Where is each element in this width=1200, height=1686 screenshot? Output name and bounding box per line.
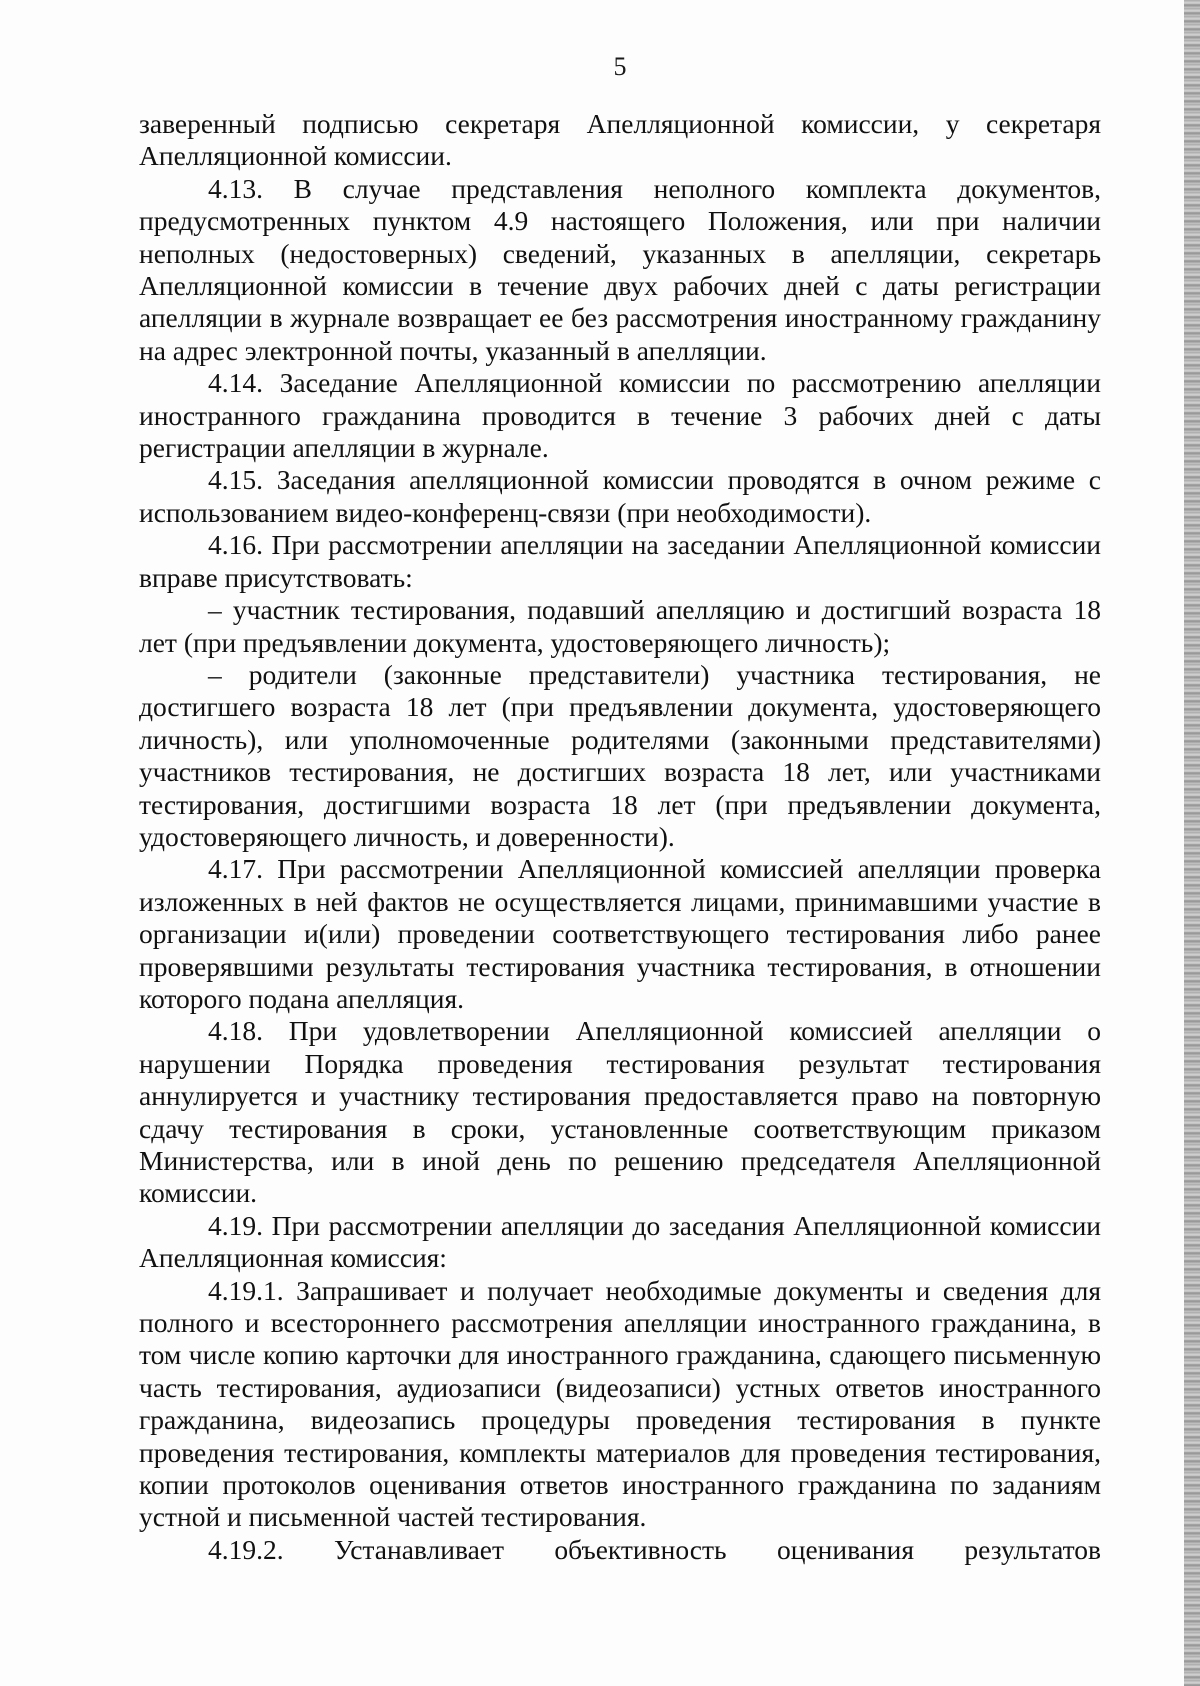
list-item-participant: – участник тестирования, подавший апелляцию и достигший возраста 18 лет (при предъявлении документа, удостоверяющего личность); bbox=[139, 594, 1101, 658]
paragraph-4-19-1: 4.19.1. Запрашивает и получает необходимые документы и сведения для полного и всестороннего рассмотрения апелляции иностранного гражданина, в том числе копию карточки для иностранного гражданина, сдающего письменную часть тестирования, аудиозаписи (видеозаписи) устных ответов иностранного гражданина, видеозапись процедуры проведения тестирования в пункте проведения тестирования, комплекты материалов для проведения тестирования, копии протоколов оценивания ответов иностранного гражданина по заданиям устной и письменной частей тестирования. bbox=[139, 1274, 1101, 1533]
paragraph-4-18: 4.18. При удовлетворении Апелляционной комиссией апелляции о нарушении Порядка проведения тестирования результат тестирования аннулируется и участнику тестирования предоставляется право на повторную сдачу тестирования в сроки, установленные соответствующим приказом Министерства, или в иной день по решению председателя Апелляционной комиссии. bbox=[139, 1015, 1101, 1209]
scan-edge-shadow bbox=[1184, 0, 1200, 1686]
paragraph-continuation: заверенный подписью секретаря Апелляционной комиссии, у секретаря Апелляционной комиссии. bbox=[139, 108, 1101, 172]
paragraph-4-14: 4.14. Заседание Апелляционной комиссии по рассмотрению апелляции иностранного гражданина проводится в течение 3 рабочих дней с даты регистрации апелляции в журнале. bbox=[139, 367, 1101, 464]
paragraph-4-19-2: 4.19.2. Устанавливает объективность оценивания результатов bbox=[208, 1533, 1101, 1565]
list-item-parents: – родители (законные представители) участника тестирования, не достигшего возраста 18 лет (при предъявлении документа, удостоверяющего личность), или уполномоченные родителями (законными представителями) участников тестирования, не достигших возраста 18 лет, или участниками тестирования, достигшими возраста 18 лет (при предъявлении документа, удостоверяющего личность, и доверенности). bbox=[139, 658, 1101, 852]
paragraph-4-16: 4.16. При рассмотрении апелляции на заседании Апелляционной комиссии вправе присутствовать: bbox=[139, 529, 1101, 593]
paragraph-4-13: 4.13. В случае представления неполного комплекта документов, предусмотренных пунктом 4.9 настоящего Положения, или при наличии неполных (недостоверных) сведений, указанных в апелляции, секретарь Апелляционной комиссии в течение двух рабочих дней с даты регистрации апелляции в журнале возвращает ее без рассмотрения иностранному гражданину на адрес электронной почты, указанный в апелляции. bbox=[139, 172, 1101, 366]
document-body bbox=[139, 108, 1101, 1566]
paragraph-4-17: 4.17. При рассмотрении Апелляционной комиссией апелляции проверка изложенных в ней фактов не осуществляется лицами, принимавшими участие в организации и(или) проведении соответствующего тестирования либо ранее проверявшими результаты тестирования участника тестирования, в отношении которого подана апелляция. bbox=[139, 853, 1101, 1014]
paragraph-4-15: 4.15. Заседания апелляционной комиссии проводятся в очном режиме с использованием видео-конференц-связи (при необходимости). bbox=[139, 464, 1101, 528]
paragraph-4-19: 4.19. При рассмотрении апелляции до заседания Апелляционной комиссии Апелляционная комиссия: bbox=[139, 1209, 1101, 1274]
page-number: 5 bbox=[613, 52, 627, 81]
